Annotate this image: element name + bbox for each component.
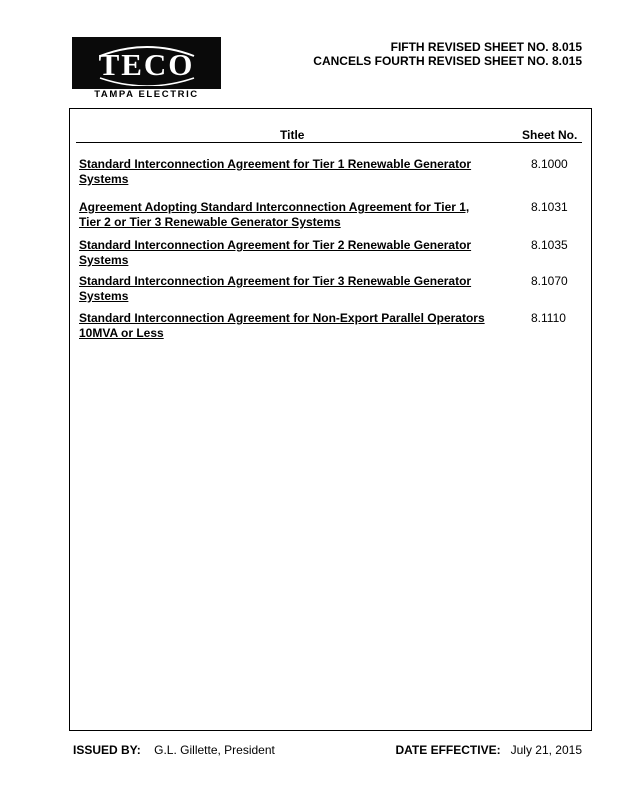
sheet-info	[313, 40, 582, 68]
row-sheet-number: 8.1035	[531, 238, 568, 252]
header-rule	[76, 142, 582, 143]
row-title[interactable]: Standard Interconnection Agreement for Non-Export Parallel Operators 10MVA or Less	[79, 311, 485, 340]
row-sheet-number: 8.1110	[531, 311, 566, 325]
date-effective	[395, 743, 582, 757]
issued-label: ISSUED BY:	[73, 743, 141, 757]
logo-subtitle: TAMPA ELECTRIC	[94, 89, 199, 100]
table-row	[79, 238, 585, 268]
issued-by	[73, 743, 275, 757]
issued-value: G.L. Gillette, President	[154, 743, 275, 757]
table-row	[79, 311, 585, 341]
table-row	[79, 157, 585, 187]
row-sheet-number: 8.1000	[531, 157, 568, 171]
row-title[interactable]: Standard Interconnection Agreement for Tier 3 Renewable Generator Systems	[79, 274, 472, 303]
sheet-line-2: CANCELS FOURTH REVISED SHEET NO. 8.015	[313, 54, 582, 68]
effective-label: DATE EFFECTIVE:	[395, 743, 501, 757]
row-title[interactable]: Standard Interconnection Agreement for Tier 2 Renewable Generator Systems	[79, 238, 472, 267]
sheet-line-1: FIFTH REVISED SHEET NO. 8.015	[390, 40, 582, 54]
column-header-title: Title	[280, 128, 305, 142]
effective-value: July 21, 2015	[510, 743, 582, 757]
logo-text: TECO	[98, 47, 195, 82]
table-row	[79, 200, 585, 230]
row-sheet-number: 8.1070	[531, 274, 568, 288]
table-row	[79, 274, 585, 304]
row-sheet-number: 8.1031	[531, 200, 568, 214]
teco-logo	[72, 37, 221, 89]
column-header-sheet: Sheet No.	[522, 128, 578, 142]
row-title[interactable]: Agreement Adopting Standard Interconnection Agreement for Tier 1, Tier 2 or Tier 3 Renewable Generator Systems	[79, 200, 470, 229]
row-title[interactable]: Standard Interconnection Agreement for Tier 1 Renewable Generator Systems	[79, 157, 472, 186]
